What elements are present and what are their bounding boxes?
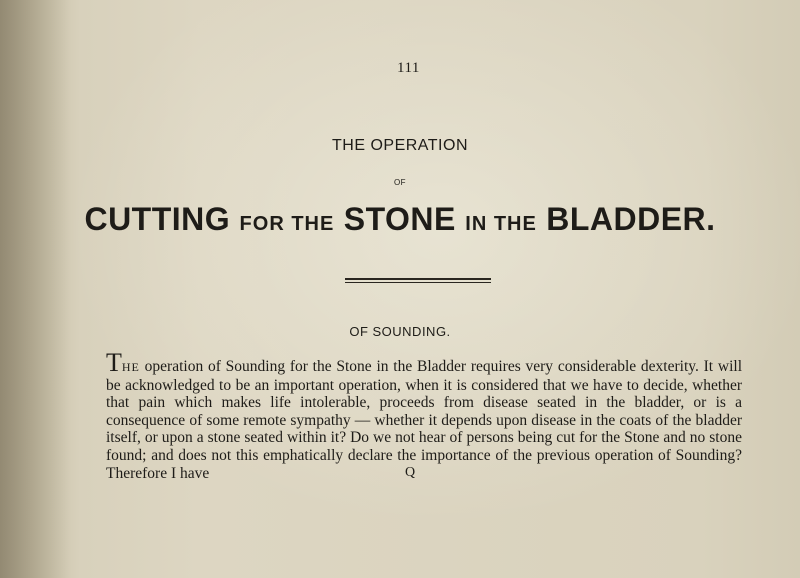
drop-cap: T bbox=[106, 348, 122, 377]
title-line-1: THE OPERATION bbox=[332, 137, 468, 154]
title-main-heading bbox=[0, 201, 800, 238]
title-word-in-the: IN THE bbox=[465, 213, 537, 235]
section-heading: OF SOUNDING. bbox=[349, 324, 451, 339]
paragraph-text: operation of Sounding for the Stone in the Bladder requires very considerable dexterity. It will be acknowledged to be an important operation, when it is considered that we have to decide, whether that pain which makes life intolerable, proceeds from disease seated in the bladder, or is a consequence of some remote sympathy — whether it depends upon disease in the coats of the bladder itself, or upon a stone seated within it? Do we not hear of persons being cut for the Stone and no stone found; and does not this emphatically declare the importance of the previous operation of Sounding? Therefore I have bbox=[106, 358, 742, 482]
signature-mark: Q bbox=[405, 465, 416, 480]
opening-smallcaps: HE bbox=[121, 360, 140, 374]
title-line-2: OF bbox=[393, 178, 407, 187]
divider-rule-thin bbox=[345, 282, 491, 283]
gutter-shadow bbox=[0, 0, 70, 578]
body-paragraph bbox=[106, 348, 742, 482]
page-number: 111 bbox=[397, 60, 420, 76]
divider-rule-thick bbox=[345, 278, 491, 280]
title-word-stone: STONE bbox=[343, 201, 456, 237]
title-word-cutting: CUTTING bbox=[84, 201, 231, 237]
title-word-for-the: FOR THE bbox=[239, 213, 335, 235]
title-word-bladder: BLADDER. bbox=[546, 201, 716, 237]
